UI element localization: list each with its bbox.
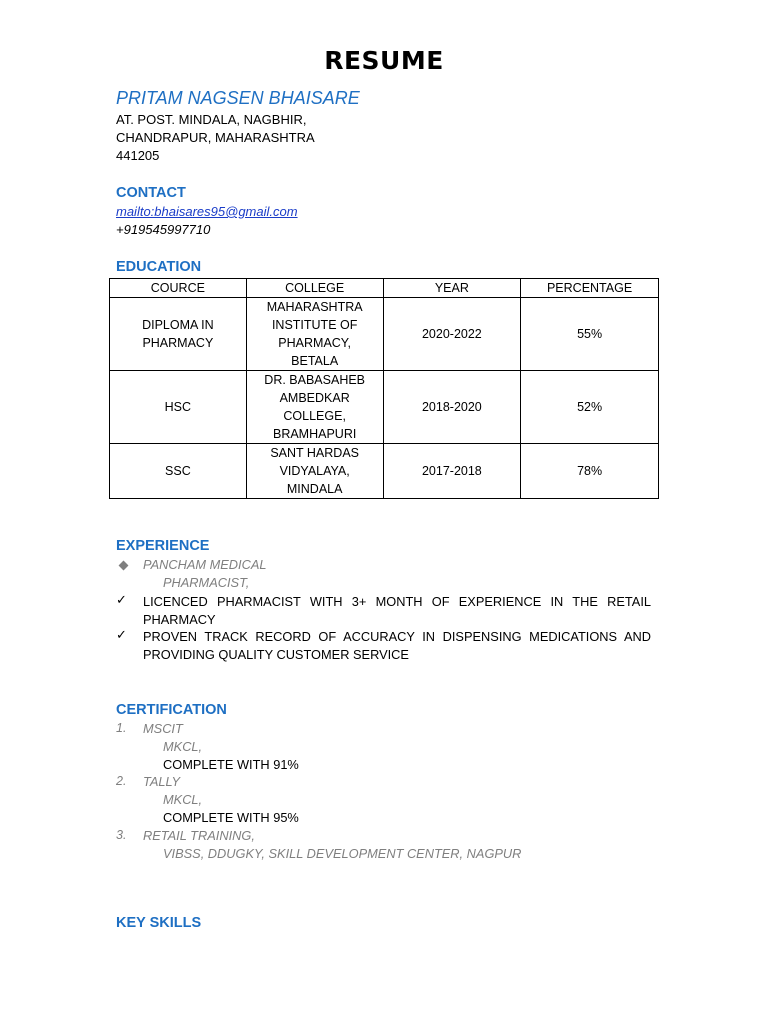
certification-name: TALLY xyxy=(143,774,180,789)
experience-point xyxy=(143,593,651,629)
list-number: 3. xyxy=(116,828,127,842)
certification-org: MKCL, xyxy=(163,739,203,754)
address-line-2: CHANDRAPUR, MAHARASHTRA xyxy=(116,130,315,145)
experience-point xyxy=(143,628,651,664)
certification-org: MKCL, xyxy=(163,792,203,807)
cell-line: PHARMACY xyxy=(142,336,214,350)
college-cell xyxy=(246,371,383,444)
table-row xyxy=(110,371,659,444)
cell-line: DR. BABASAHEB xyxy=(264,373,366,387)
cell-line: MAHARASHTRA xyxy=(266,300,363,314)
column-header: PERCENTAGE xyxy=(521,279,659,298)
cell-line: DIPLOMA IN xyxy=(142,318,214,332)
phone-number: +919545997710 xyxy=(116,222,211,237)
certification-result: COMPLETE WITH 95% xyxy=(163,810,299,825)
list-number: 1. xyxy=(116,721,127,735)
cell-line: PHARMACY, xyxy=(278,336,352,350)
college-cell xyxy=(246,444,383,499)
column-header: COURCE xyxy=(110,279,247,298)
point-line: PROVEN TRACK RECORD OF ACCURACY IN DISPENSING MEDICATIONS AND xyxy=(143,629,651,644)
candidate-name: PRITAM NAGSEN BHAISARE xyxy=(116,88,360,108)
table-row xyxy=(110,298,659,371)
cell-line: VIDYALAYA, xyxy=(279,464,350,478)
percentage-cell: 55% xyxy=(521,298,659,371)
certification-org: VIBSS, DDUGKY, SKILL DEVELOPMENT CENTER, NAGPUR xyxy=(163,846,522,861)
cell-line: SSC xyxy=(165,464,191,478)
table-header-row xyxy=(110,279,659,298)
cell-line: SANT HARDAS xyxy=(270,446,359,460)
checkmark-icon: ✓ xyxy=(116,627,127,642)
employer-name: PANCHAM MEDICAL xyxy=(143,557,267,572)
table-row xyxy=(110,444,659,499)
job-role: PHARMACIST, xyxy=(163,575,250,590)
email-link[interactable]: mailto:bhaisares95@gmail.com xyxy=(116,204,298,219)
key-skills-heading: KEY SKILLS xyxy=(116,915,202,931)
document-title: RESUME xyxy=(324,46,444,75)
year-cell: 2017-2018 xyxy=(383,444,521,499)
certification-result: COMPLETE WITH 91% xyxy=(163,757,299,772)
cell-line: MINDALA xyxy=(286,482,343,496)
address-line-3: 441205 xyxy=(116,148,160,163)
course-cell xyxy=(110,371,247,444)
certification-name: MSCIT xyxy=(143,721,183,736)
contact-heading: CONTACT xyxy=(116,185,186,201)
cell-line: AMBEDKAR xyxy=(279,391,350,405)
percentage-cell: 78% xyxy=(521,444,659,499)
column-header: YEAR xyxy=(383,279,521,298)
point-line: PHARMACY xyxy=(143,612,216,627)
column-header: COLLEGE xyxy=(246,279,383,298)
cell-line: HSC xyxy=(164,400,192,414)
year-cell: 2018-2020 xyxy=(383,371,521,444)
experience-heading: EXPERIENCE xyxy=(116,538,210,554)
point-line: PROVIDING QUALITY CUSTOMER SERVICE xyxy=(143,647,409,662)
cell-line: INSTITUTE OF xyxy=(271,318,358,332)
email-line xyxy=(116,203,298,221)
cell-line: BRAMHAPURI xyxy=(272,427,357,441)
point-line: LICENCED PHARMACIST WITH 3+ MONTH OF EXPERIENCE IN THE RETAIL xyxy=(143,594,651,609)
college-cell xyxy=(246,298,383,371)
percentage-cell: 52% xyxy=(521,371,659,444)
certification-heading: CERTIFICATION xyxy=(116,702,227,718)
diamond-bullet-icon xyxy=(119,561,129,571)
checkmark-icon: ✓ xyxy=(116,592,127,607)
certification-name: RETAIL TRAINING, xyxy=(143,828,255,843)
cell-line: COLLEGE, xyxy=(283,409,346,423)
list-number: 2. xyxy=(116,774,127,788)
cell-line: BETALA xyxy=(291,354,339,368)
course-cell xyxy=(110,298,247,371)
education-heading: EDUCATION xyxy=(116,259,202,275)
education-table xyxy=(109,278,659,499)
year-cell: 2020-2022 xyxy=(383,298,521,371)
address-line-1: AT. POST. MINDALA, NAGBHIR, xyxy=(116,112,307,127)
course-cell xyxy=(110,444,247,499)
